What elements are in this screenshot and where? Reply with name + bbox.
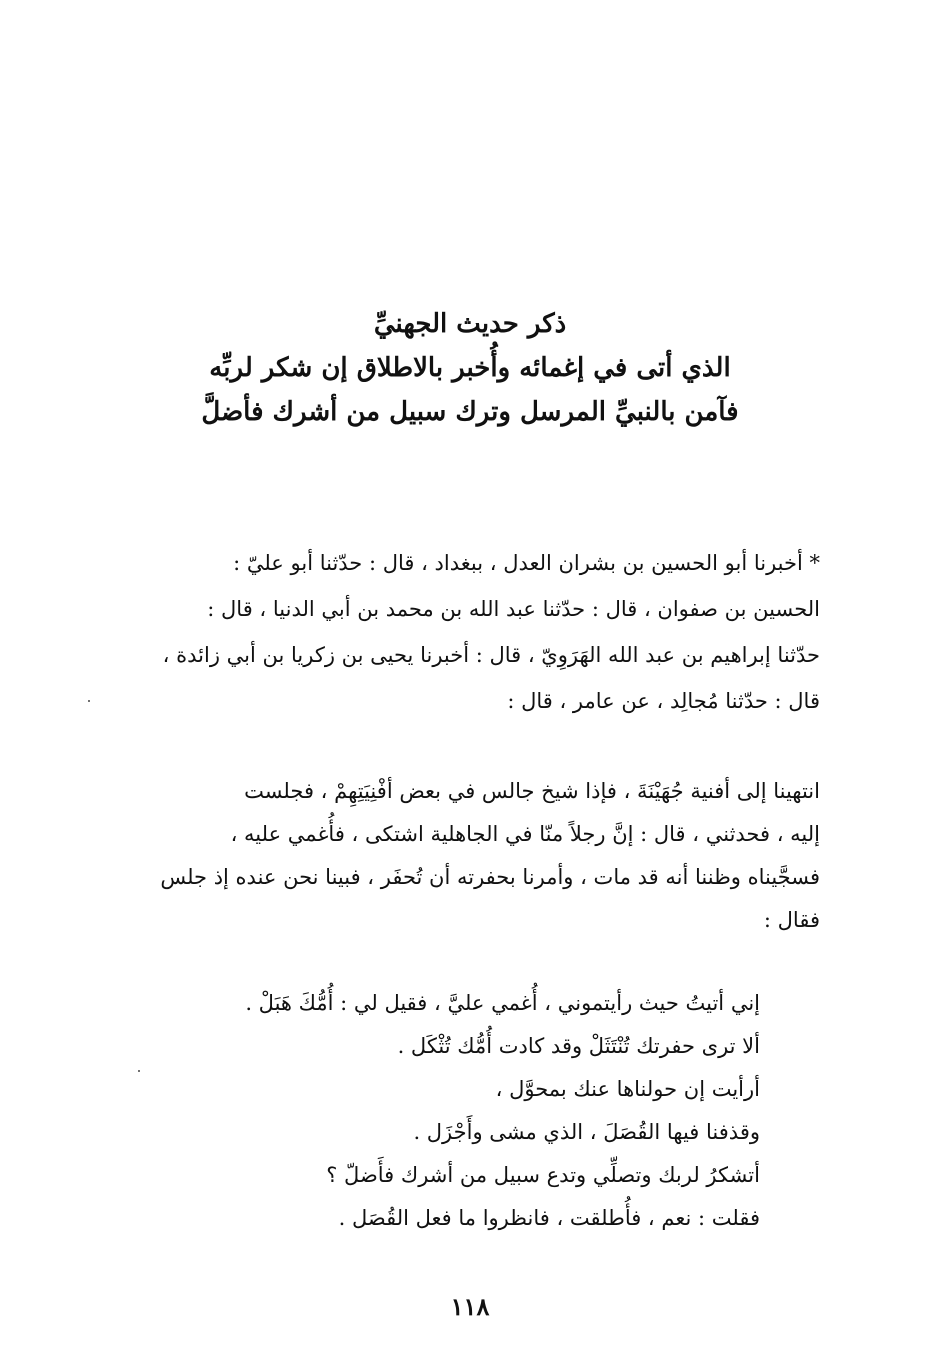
- heading-line-1: ذكر حديث الجهنيِّ: [373, 309, 567, 339]
- poem-verse: فقلت : نعم ، فأُطلقت ، فانظروا ما فعل القُصَل .: [338, 1206, 760, 1230]
- poem-verse: أتشكرُ لربك وتصلِّي وتدع سبيل من أشرك فأَضلّ ؟: [326, 1163, 760, 1187]
- narrative-line: فقال :: [763, 908, 820, 932]
- isnad-line: حدّثنا إبراهيم بن عبد الله الهَرَوِيّ ، قال : أخبرنا يحيى بن زكريا بن أبي زائدة ،: [162, 643, 820, 667]
- isnad-paragraph: [96, 540, 820, 724]
- poem-block: [190, 982, 760, 1240]
- heading-line-2: الذي أتى في إغمائه وأُخبر بالاطلاق إن شكر لربِّه: [209, 353, 731, 383]
- page-number: ١١٨: [450, 1292, 490, 1321]
- narrative-paragraph: [90, 770, 820, 942]
- section-heading: [200, 302, 740, 434]
- poem-verse: إني أتيتُ حيث رأيتموني ، أُغمي عليَّ ، فقيل لي : أُمُّكَ هَبَلْ .: [245, 991, 760, 1015]
- poem-verse: أرأيت إن حولناها عنك بمحوَّل ،: [495, 1077, 760, 1101]
- scan-speck: [88, 700, 90, 702]
- isnad-line: الحسين بن صفوان ، قال : حدّثنا عبد الله بن محمد بن أبي الدنيا ، قال :: [207, 597, 820, 621]
- poem-verse: وقذفنا فيها القُصَلَ ، الذي مشى وأَجْزَل .: [413, 1120, 760, 1144]
- narrative-line: فسجَّيناه وظننا أنه قد مات ، وأمرنا بحفرته أن تُحفَر ، فبينا نحن عنده إذ جلس: [160, 865, 820, 889]
- scan-speck: [138, 1070, 140, 1072]
- isnad-line: * أخبرنا أبو الحسين بن بشران العدل ، ببغداد ، قال : حدّثنا أبو عليّ :: [233, 551, 820, 575]
- isnad-line: قال : حدّثنا مُجالِد ، عن عامر ، قال :: [507, 689, 820, 713]
- narrative-line: إليه ، فحدثني ، قال : إنَّ رجلاً منّا في الجاهلية اشتكى ، فأُغمي عليه ،: [230, 822, 820, 846]
- narrative-line: انتهينا إلى أفنية جُهَيْنَةَ ، فإذا شيخ جالس في بعض أفْنِيَتِهِمْ ، فجلست: [244, 779, 820, 803]
- poem-verse: ألا ترى حفرتك تُنْتَثَلْ وقد كادت أُمُّك تُثْكَل .: [397, 1034, 760, 1058]
- heading-line-3: فآمن بالنبيِّ المرسل وترك سبيل من أشرك فأضلَّ: [201, 397, 739, 427]
